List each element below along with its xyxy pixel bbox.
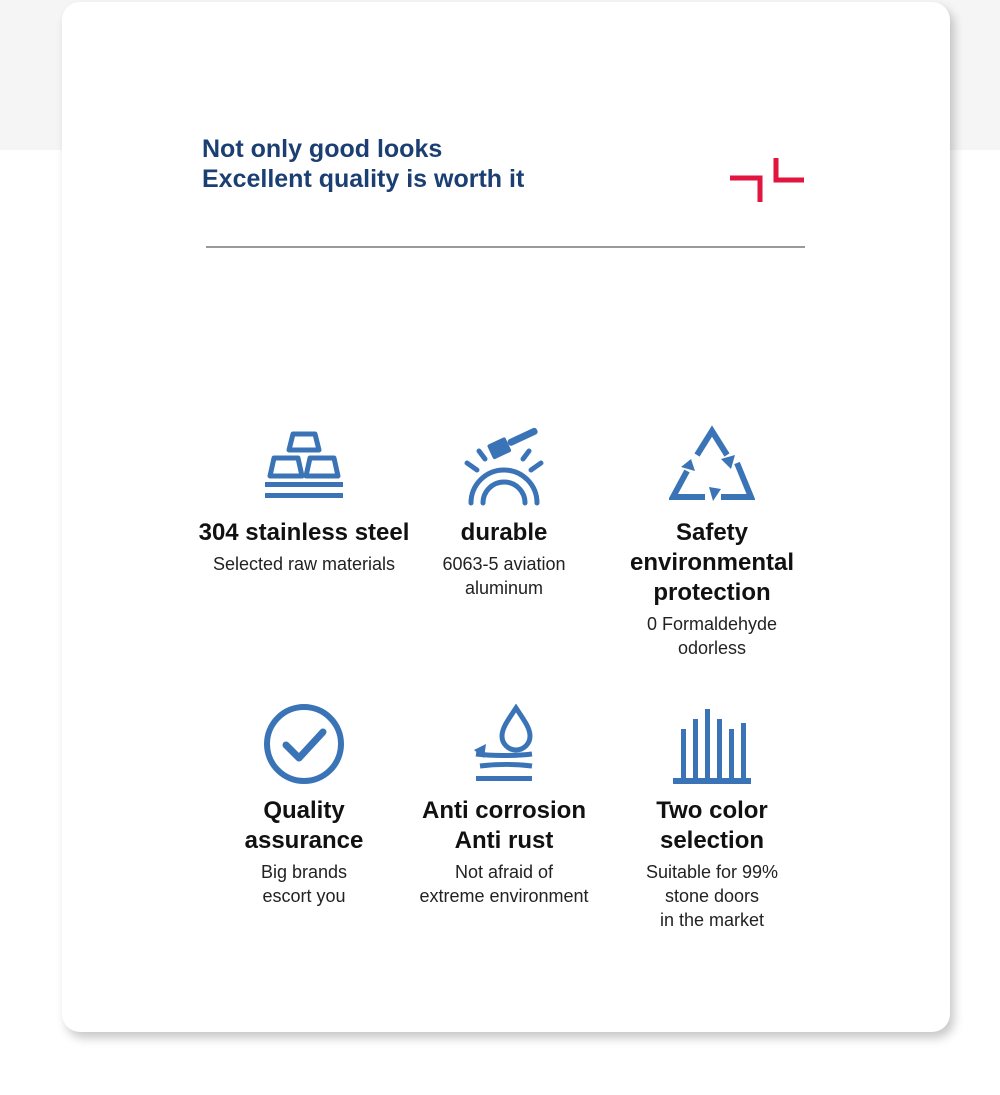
feature-title: Safety environmental protection bbox=[629, 519, 795, 606]
feature-description: Selected raw materials bbox=[212, 554, 396, 574]
feature-environmental bbox=[597, 420, 827, 660]
check-circle-icon bbox=[262, 702, 346, 786]
feature-description: Big brands escort you bbox=[260, 862, 348, 906]
corner-mark-icon bbox=[728, 156, 806, 204]
feature-title: durable bbox=[460, 519, 548, 546]
feature-title: Quality assurance bbox=[244, 797, 364, 854]
feature-title: Two color selection bbox=[656, 797, 768, 854]
water-drop-icon bbox=[472, 704, 536, 784]
feature-stainless-steel bbox=[189, 420, 419, 576]
feature-description: Not afraid of extreme environment bbox=[419, 862, 589, 906]
feature-anti-corrosion bbox=[389, 698, 619, 908]
feature-durable bbox=[389, 420, 619, 600]
feature-description: 0 Formaldehyde odorless bbox=[646, 614, 778, 658]
headline-line-2: Excellent quality is worth it bbox=[202, 165, 525, 193]
divider-line bbox=[206, 246, 805, 248]
recycle-icon bbox=[669, 423, 755, 509]
headline bbox=[202, 134, 524, 194]
feature-two-color bbox=[597, 698, 827, 932]
feature-title: 304 stainless steel bbox=[198, 519, 410, 546]
feature-quality bbox=[189, 698, 419, 908]
feature-title: Anti corrosion Anti rust bbox=[421, 797, 586, 854]
gold-bars-icon bbox=[263, 430, 345, 502]
headline-line-1: Not only good looks bbox=[202, 135, 443, 163]
bar-columns-icon bbox=[671, 703, 753, 785]
feature-description: 6063-5 aviation aluminum bbox=[442, 554, 566, 598]
feature-description: Suitable for 99% stone doors in the market bbox=[645, 862, 779, 930]
hammer-arc-icon bbox=[463, 425, 545, 507]
